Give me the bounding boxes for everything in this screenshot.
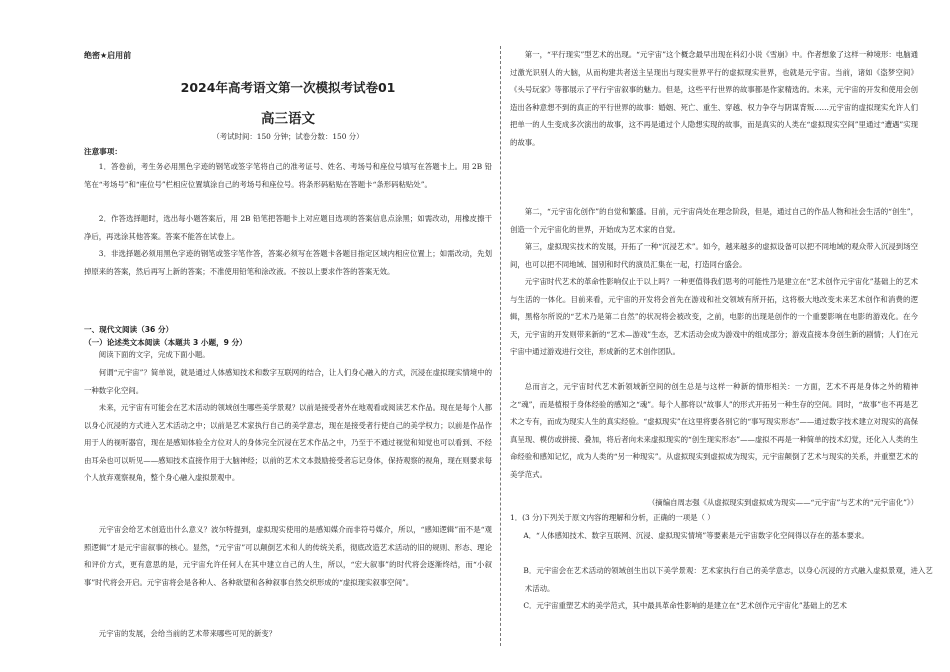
- passage-paragraph: 元宇宙会给艺术创造出什么意义？波尔特提到，虚拟现实使用的是感知媒介而非符号媒介，所以，“感知逻辑”而不是“观照逻辑”才是元宇宙叙事的核心。显然，“元宇宙”可以颠倒艺术和人的传统关系，彻底改造艺术活动的旧的规则、形态、理论和评价方式，更有意思的是，元宇宙允许任何人在其中建立自己的人生，所以，“宏大叙事”的时代将会逐渐终结，而“小叙事”时代将会开启。元宇宙将会是各种人、各种欲望和各种叙事自然交织形成的“虚拟现实叙事空间”。: [84, 525, 492, 587]
- exam-title: 2024年高考语文第一次模拟考试卷01: [180, 80, 396, 95]
- notes-title: 注意事项：: [84, 147, 122, 156]
- question-option-b: B．元宇宙会在艺术活动的领域创生出以下美学景观：艺术家执行自己的美学意志，以身心沉浸的方式融入虚拟景观，进入艺术活动。: [523, 566, 933, 593]
- note-item-2: 2．作答选择题时，选出每小题答案后，用 2B 铅笔把答题卡上对应题目选项的答案信息点涂黑；如需改动，用橡皮擦干净后，再选涂其他答案。答案不能答在试卷上。: [84, 214, 492, 241]
- passage-paragraph: 元宇宙的发展，会给当前的艺术带来哪些可见的新变？: [98, 629, 277, 638]
- passage-paragraph: 第一，“平行现实”型艺术的出现。“元宇宙”这个概念最早出现在科幻小说《雪崩》中。作者想象了这样一种境形：电脑通过激光识别人的大脑，从而构建共者送主呈现出与现实世界平行的虚拟现实世界，也就是元宇宙。当前，诸如《盗梦空间》《头号玩家》等都展示了平行宇宙叙事的魅力。但是，这些平行世界的故事都是作家精选的。未来，元宇宙的开发和使用会创造出各种意想不到的真正的平行世界的故事：婚姻、死亡、重生、穿越、权力争夺与阴谋背叛……元宇宙的虚拟现实允许人们把单一的人生变成多次演出的故事，这不再是通过个人隐想实现的故事，而是真实的人类在“虚拟现实空间”里通过“遭遇”实现的故事。: [510, 50, 918, 147]
- question-stem: 1．(3 分)下列关于原文内容的理解和分析，正确的一项是（ ）: [510, 513, 715, 522]
- section-title: 一、现代文阅读（36 分）: [84, 325, 174, 334]
- note-item-3: 3．非选择题必须用黑色字迹的钢笔或签字笔作答，答案必须写在答题卡各题目指定区域内相应位置上；如需改动，先划掉原来的答案，然后再写上新的答案；不准使用铅笔和涂改液。不按以上要求作答的答案无效。: [84, 249, 492, 276]
- passage-paragraph: 元宇宙时代艺术的革命性影响仅止于以上吗？一种更值得我们思考的可能性乃是建立在“艺术创作元宇宙化”基础上的艺术与生活的一体化。目前来看，元宇宙的开发将会首先在游戏和社交领域有所开拓，这将极大地改变未来艺术创作和消费的逻辑，黑格尔所说的“艺术乃是第二自然”的状况将会被改变，之前，电影的出现是创作的一个重要影响在电影的游戏化。在今天，元宇宙的开发则带来新的“艺术—游戏”生态，艺术活动会成为游戏中的组成部分；游戏直接本身创生新的剧情；人们在元宇宙中通过游戏进行交往，形成新的艺术创作团队。: [510, 277, 918, 356]
- exam-meta: （考试时间：150 分钟；试卷分数：150 分）: [212, 132, 364, 141]
- question-option-c: C．元宇宙重塑艺术的美学范式，其中最具革命性影响的是建立在“艺术创作元宇宙化”基础上的艺术: [523, 601, 847, 610]
- subject-title: 高三语文: [261, 111, 315, 127]
- subsection-title: （一）论述类文本阅读（本题共 3 小题，9 分）: [84, 338, 247, 347]
- note-item-1: 1．答卷前，考生务必用黑色字迹的钢笔或签字笔将自己的准考证号、姓名、考场号和座位号填写在答题卡上。用 2B 铅笔在“考场号”和“座位号”栏相应位置填涂自己的考场号和座位号。将条形码粘贴在答题卡“条形码粘贴处”。: [84, 162, 492, 189]
- column-divider: [500, 46, 501, 646]
- confidential-mark: 绝密★启用前: [84, 51, 132, 60]
- passage-source: （摘编自周志强《从虚拟现实到虚拟成为现实——“元宇宙”与艺术的“元宇宙化”》）: [647, 498, 918, 507]
- passage-paragraph: 何谓“元宇宙”？简单说，就是通过人体感知技术和数字互联网的结合，让人们身心融入的方式，沉浸在虚拟现实情境中的一种数字化空间。: [84, 368, 492, 395]
- passage-paragraph: 总而言之，元宇宙时代艺术新领域新空间的创生总是与这样一种新的情形相关：一方面，艺术不再是身体之外的精神之“魂”，而是植根于身体经验的感知之“魂”。每个人都将以“故事人”的形式开拓另一种生存的空间。同时，“故事”也不再是艺术之专有，而成为现实人生的真实经验。“虚拟现实”在这里将要各别它的“事写现实形态”——通过数字技术建立对现实的高保真呈现、模仿或拼接、叠加，将后者向未来虚拟现实的“创生现实形态”——虚拟不再是一种简单的技术幻觉，还化入人类的生命经验和感知记忆，成为人类的“另一种现实”。从虚拟现实到虚拟成为现实，元宇宙颠倒了艺术与现实的关系，并重塑艺术的美学范式。: [510, 382, 918, 479]
- passage-paragraph: 未来，元宇宙有可能会在艺术活动的领域创生哪些美学景观？以前是接受者外在地观看或阅读艺术作品。现在是每个人都以身心沉浸的方式进入艺术活动之中；以前是艺术家执行自己的美学意志，现在是接受者行使自己的美学权力；以前是作品作用于人的视听器官，现在是感知体验全方位对人的身体完全沉浸在艺术作品之中，乃至于不通过视觉和知觉也可以看到、不经由耳朵也可以听见——感知技术直接作用于大脑神经；以前的艺术文本鼓励接受者忘记身体，保持观察的视角，现在则要求每个人放弃观察视角，整个身心融入虚拟景观中。: [84, 403, 492, 482]
- reading-directions: 阅读下面的文字，完成下面小题。: [98, 350, 210, 359]
- passage-paragraph: 第二，“元宇宙化创作”的自觉和繁盛。目前，元宇宙尚处在理念阶段，但是，通过自己的作品人物和社会生活的“创生”，创造一个元宇宙化的世界，开始成为艺术家的自觉。: [510, 207, 918, 234]
- passage-paragraph: 第三，虚拟现实技术的发展，开拓了一种“沉浸艺术”。如今，越来越多的虚拟设备可以把不同地域的观众带入沉浸到场空间，也可以把不同地域、国别和时代的演员汇集在一起，打造同台盛会。: [510, 242, 918, 269]
- question-option-a: A．“人体感知技术、数字互联网、沉浸、虚拟现实情境”等要素是元宇宙数字化空间得以存在的基本要求。: [523, 531, 869, 540]
